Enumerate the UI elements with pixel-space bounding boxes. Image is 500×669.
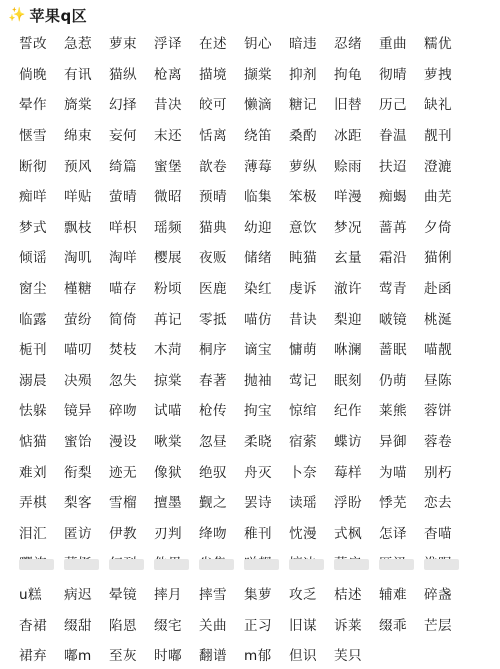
name-cell: 弄棋 [19, 495, 47, 512]
name-cell: 梦式 [19, 219, 47, 236]
name-cell: 忽昼 [199, 434, 227, 451]
name-cell: 萤纷 [64, 311, 92, 328]
name-cell: 储绪 [244, 250, 272, 267]
cut-off-row [19, 559, 489, 570]
name-cell: 枪离 [154, 66, 182, 83]
name-cell: 刃判 [154, 525, 182, 542]
name-cell: 梦况 [334, 219, 362, 236]
name-cell: 苒记 [154, 311, 182, 328]
name-cell: 式枫 [334, 525, 362, 542]
name-cell: 眷温 [379, 128, 407, 145]
name-cell: 春著 [199, 372, 227, 389]
name-cell: m郁 [244, 648, 272, 665]
name-cell: 彻晴 [379, 66, 407, 83]
name-cell: 昔决 [154, 97, 182, 114]
name-cell: 忍绪 [334, 36, 362, 53]
name-cell: 槿糖 [64, 281, 92, 298]
name-cell: u糕 [19, 586, 43, 603]
name-cell: 盹猫 [289, 250, 317, 267]
name-cell: 芙只 [334, 648, 362, 665]
name-cell: 集萝 [244, 586, 272, 603]
name-cell: 时嘟 [154, 648, 182, 665]
grid-row [0, 119, 500, 150]
name-cell: 晕作 [19, 97, 47, 114]
name-cell: 蔷眠 [379, 342, 407, 359]
grid-row [0, 27, 500, 58]
name-cell: 裙弃 [19, 648, 47, 665]
name-cell: 皎可 [199, 97, 227, 114]
name-cell: 攻乏 [289, 586, 317, 603]
name-cell: 有讯 [64, 66, 92, 83]
name-cell: 慵萌 [289, 342, 317, 359]
name-cell: 猫纵 [109, 66, 137, 83]
name-cell: 蓉卷 [424, 434, 452, 451]
grid-row [0, 639, 500, 669]
name-cell: 歆卷 [199, 158, 227, 175]
name-cell: 怯躲 [19, 403, 47, 420]
name-cell: 掠棠 [154, 372, 182, 389]
name-cell: 临集 [244, 189, 272, 206]
name-cell: 誓改 [19, 36, 47, 53]
name-cell: 木菏 [154, 342, 182, 359]
name-cell: 咻澜 [334, 342, 362, 359]
name-cell: 撷棠 [244, 66, 272, 83]
name-cell: 决殒 [64, 372, 92, 389]
name-cell: 莺记 [289, 372, 317, 389]
name-cell: 绕笛 [244, 128, 272, 145]
name-cell: 镜异 [64, 403, 92, 420]
name-cell: 抑剂 [289, 66, 317, 83]
name-cell: 妄何 [109, 128, 137, 145]
name-cell: 雪榴 [109, 495, 137, 512]
grid-row [0, 302, 500, 333]
name-cell: 嘟m [64, 648, 92, 665]
name-cell: 摔月 [154, 586, 182, 603]
name-cell: 萤晴 [109, 189, 137, 206]
name-cell: 异御 [379, 434, 407, 451]
name-cell: 惬雪 [19, 128, 47, 145]
name-cell: 读瑶 [289, 495, 317, 512]
name-cell: 绝驭 [199, 464, 227, 481]
grid-row [0, 486, 500, 517]
name-cell: 惦猫 [19, 434, 47, 451]
name-cell: 急惹 [64, 36, 92, 53]
name-cell: 泪汇 [19, 525, 47, 542]
name-cell: 忽失 [109, 372, 137, 389]
name-cell: 稚刊 [244, 525, 272, 542]
grid-row [0, 88, 500, 119]
name-cell: 旧谋 [289, 617, 317, 634]
grid-row [0, 149, 500, 180]
name-cell: 淘叽 [64, 250, 92, 267]
name-cell: 枪传 [199, 403, 227, 420]
name-cell: 断彻 [19, 158, 47, 175]
name-cell: 意饮 [289, 219, 317, 236]
name-cell: 糯优 [424, 36, 452, 53]
name-cell: 曲芜 [424, 189, 452, 206]
name-cell: 缀乖 [379, 617, 407, 634]
name-cell: 零抵 [199, 311, 227, 328]
name-cell: 莓样 [334, 464, 362, 481]
name-cell: 糖记 [289, 97, 317, 114]
grid-row [0, 364, 500, 395]
name-cell: 猫典 [199, 219, 227, 236]
name-cell: 瑶频 [154, 219, 182, 236]
name-cell: 匿访 [64, 525, 92, 542]
name-cell: 缀甜 [64, 617, 92, 634]
name-cell: 伊教 [109, 525, 137, 542]
grid-row [0, 394, 500, 425]
name-cell: 辅难 [379, 586, 407, 603]
name-cell: 赊雨 [334, 158, 362, 175]
name-cell: 舟灭 [244, 464, 272, 481]
name-cell: 溺晨 [19, 372, 47, 389]
name-cell: 预风 [64, 158, 92, 175]
section-header [8, 4, 87, 26]
name-cell: 倘晚 [19, 66, 47, 83]
sparkle-icon: ✨ [8, 7, 26, 23]
name-cell: 衔梨 [64, 464, 92, 481]
name-cell: 重曲 [379, 36, 407, 53]
name-cell: 澈许 [334, 281, 362, 298]
name-cell: 萝束 [109, 36, 137, 53]
grid-row [0, 241, 500, 272]
name-cell: 痴蝎 [379, 189, 407, 206]
name-cell: 窗尘 [19, 281, 47, 298]
name-cell: 恋去 [424, 495, 452, 512]
name-cell: 简倚 [109, 311, 137, 328]
name-cell: 喵存 [109, 281, 137, 298]
name-cell: 杳裙 [19, 617, 47, 634]
name-cell: 蜜堡 [154, 158, 182, 175]
name-cell: 翻谱 [199, 648, 227, 665]
name-cell: 喵叨 [64, 342, 92, 359]
name-cell: 笨极 [289, 189, 317, 206]
name-cell: 觐之 [199, 495, 227, 512]
name-cell: 喵靓 [424, 342, 452, 359]
name-cell: 咩漫 [334, 189, 362, 206]
name-cell: 淘咩 [109, 250, 137, 267]
name-cell: 罢诗 [244, 495, 272, 512]
name-cell: 怎译 [379, 525, 407, 542]
name-cell: 莺青 [379, 281, 407, 298]
name-cell: 夕倚 [424, 219, 452, 236]
name-cell: 杳喵 [424, 525, 452, 542]
grid-row [0, 517, 500, 548]
name-cell: 咩贴 [64, 189, 92, 206]
name-cell: 惊绾 [289, 403, 317, 420]
name-cell: 眠刻 [334, 372, 362, 389]
name-cell: 浮译 [154, 36, 182, 53]
name-cell: 忱漫 [289, 525, 317, 542]
name-cell: 但识 [289, 648, 317, 665]
name-cell: 摔雪 [199, 586, 227, 603]
name-cell: 晕镜 [109, 586, 137, 603]
name-cell: 染红 [244, 281, 272, 298]
name-cell: 旧替 [334, 97, 362, 114]
name-cell: 澄漉 [424, 158, 452, 175]
name-cell: 梨客 [64, 495, 92, 512]
name-cell: 纪作 [334, 403, 362, 420]
name-cell: 桃涎 [424, 311, 452, 328]
name-cell: 微昭 [154, 189, 182, 206]
name-cell: 悸芜 [379, 495, 407, 512]
name-cell: 擅墨 [154, 495, 182, 512]
name-cell: 萝拽 [424, 66, 452, 83]
grid-row [0, 425, 500, 456]
name-cell: 关曲 [199, 617, 227, 634]
grid-row [0, 272, 500, 303]
name-cell: 卜奈 [289, 464, 317, 481]
name-cell: 靓刊 [424, 128, 452, 145]
name-cell: 蝶访 [334, 434, 362, 451]
grid-row [0, 333, 500, 364]
name-cell: 医鹿 [199, 281, 227, 298]
name-cell: 漫设 [109, 434, 137, 451]
name-cell: 柔晓 [244, 434, 272, 451]
name-cell: 缺礼 [424, 97, 452, 114]
name-cell: 描境 [199, 66, 227, 83]
name-cell: 暗违 [289, 36, 317, 53]
name-cell: 至灰 [109, 648, 137, 665]
name-cell: 懒滴 [244, 97, 272, 114]
name-cell: 昔诀 [289, 311, 317, 328]
name-cell: 扶迢 [379, 158, 407, 175]
name-cell: 桑酌 [289, 128, 317, 145]
name-cell: 栀刊 [19, 342, 47, 359]
name-cell: 粉顷 [154, 281, 182, 298]
name-cell: 陷恩 [109, 617, 137, 634]
name-cell: 拘龟 [334, 66, 362, 83]
name-cell: 碎吻 [109, 403, 137, 420]
name-cell: 赴函 [424, 281, 452, 298]
name-cell: 谪宝 [244, 342, 272, 359]
name-cell: 缀宅 [154, 617, 182, 634]
name-cell: 试喵 [154, 403, 182, 420]
name-cell: 幻择 [109, 97, 137, 114]
name-cell: 夜贩 [199, 250, 227, 267]
name-cell: 薄莓 [244, 158, 272, 175]
grid-row [0, 455, 500, 486]
name-cell: 昼陈 [424, 372, 452, 389]
name-cell: 在述 [199, 36, 227, 53]
name-cell: 蜜饴 [64, 434, 92, 451]
section-title: 苹果q区 [29, 6, 88, 25]
name-cell: 樱展 [154, 250, 182, 267]
name-cell: 恬离 [199, 128, 227, 145]
grid-row [0, 578, 500, 609]
name-cell: 焚枝 [109, 342, 137, 359]
name-cell: 虔诉 [289, 281, 317, 298]
grid-row [0, 608, 500, 639]
name-cell: 宿萦 [289, 434, 317, 451]
name-cell: 正习 [244, 617, 272, 634]
name-cell: 桐序 [199, 342, 227, 359]
name-cell: 霜沿 [379, 250, 407, 267]
name-cell: 绛吻 [199, 525, 227, 542]
name-cell: 历己 [379, 97, 407, 114]
name-cell: 绮篇 [109, 158, 137, 175]
name-cell: 冰距 [334, 128, 362, 145]
name-cell: 病迟 [64, 586, 92, 603]
name-cell: 难刘 [19, 464, 47, 481]
name-cell: 猫俐 [424, 250, 452, 267]
name-cell: 迹无 [109, 464, 137, 481]
name-grid [0, 27, 500, 669]
name-cell: 喵仿 [244, 311, 272, 328]
name-cell: 绵束 [64, 128, 92, 145]
name-cell: 萝纵 [289, 158, 317, 175]
name-cell: 拘宝 [244, 403, 272, 420]
name-cell: 预晴 [199, 189, 227, 206]
name-cell: 浮盼 [334, 495, 362, 512]
name-cell: 咩枳 [109, 219, 137, 236]
name-cell: 像狱 [154, 464, 182, 481]
grid-row [0, 180, 500, 211]
name-cell: 痴咩 [19, 189, 47, 206]
name-cell: 钥心 [244, 36, 272, 53]
name-cell: 莱熊 [379, 403, 407, 420]
name-cell: 仍萌 [379, 372, 407, 389]
name-cell: 芒层 [424, 617, 452, 634]
name-cell: 桔述 [334, 586, 362, 603]
name-cell: 玄量 [334, 250, 362, 267]
name-cell: 飘枝 [64, 219, 92, 236]
name-cell: 碎盏 [424, 586, 452, 603]
grid-row [0, 58, 500, 89]
name-cell: 末还 [154, 128, 182, 145]
name-cell: 倾谣 [19, 250, 47, 267]
name-cell: 蔷苒 [379, 219, 407, 236]
name-cell: 诉莱 [334, 617, 362, 634]
name-cell: 旖棠 [64, 97, 92, 114]
name-cell: 啵镜 [379, 311, 407, 328]
name-cell: 为喵 [379, 464, 407, 481]
name-cell: 幼迎 [244, 219, 272, 236]
name-cell: 临露 [19, 311, 47, 328]
name-cell: 抛袖 [244, 372, 272, 389]
grid-row [0, 211, 500, 242]
name-cell: 梨迎 [334, 311, 362, 328]
name-cell: 蓉饼 [424, 403, 452, 420]
name-cell: 别朽 [424, 464, 452, 481]
name-cell: 啾棠 [154, 434, 182, 451]
